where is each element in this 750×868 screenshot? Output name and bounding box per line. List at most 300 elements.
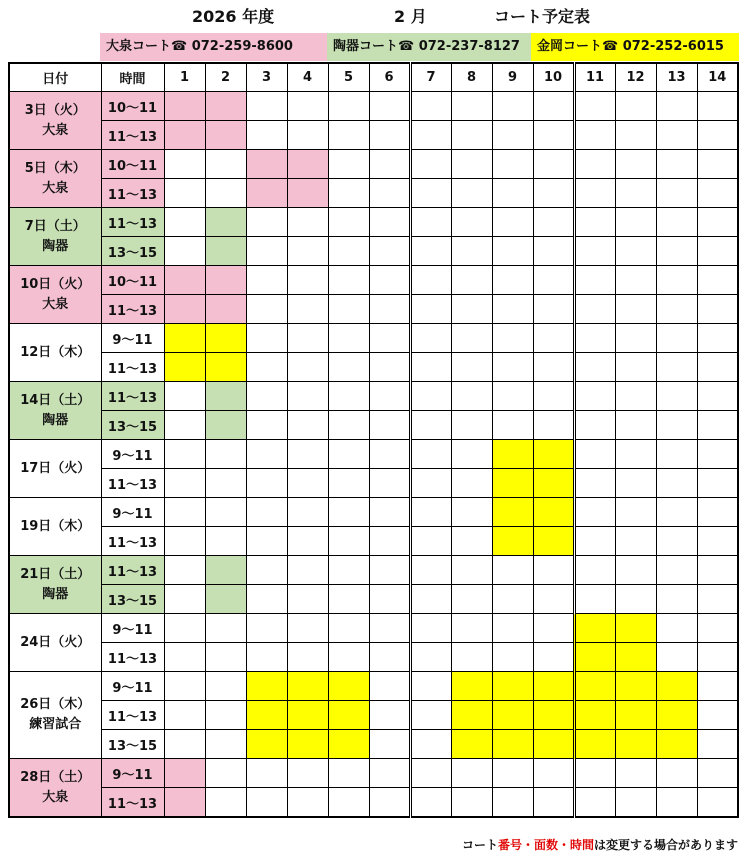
court-header-7: 7	[410, 63, 451, 92]
schedule-row	[9, 237, 738, 266]
schedule-row	[9, 672, 738, 701]
court-cell	[164, 614, 205, 643]
venue-label: 陶器	[42, 238, 69, 254]
court-cell	[697, 440, 738, 469]
court-cell-booked	[205, 353, 246, 382]
court-cell	[410, 498, 451, 527]
court-cell-booked	[164, 92, 205, 121]
court-cell-booked	[205, 237, 246, 266]
court-cell	[287, 585, 328, 614]
court-cell-booked	[533, 672, 574, 701]
court-cell	[697, 788, 738, 818]
court-cell	[574, 150, 615, 179]
court-cell	[205, 672, 246, 701]
court-cell-booked	[492, 440, 533, 469]
court-cell	[533, 208, 574, 237]
court-cell-booked	[533, 527, 574, 556]
court-cell	[246, 92, 287, 121]
court-cell	[451, 324, 492, 353]
court-cell	[246, 237, 287, 266]
time-cell: 10～11	[101, 266, 164, 295]
court-cell	[164, 672, 205, 701]
court-cell	[492, 324, 533, 353]
court-cell	[369, 730, 410, 759]
court-cell	[164, 440, 205, 469]
court-cell	[615, 237, 656, 266]
court-cell	[697, 208, 738, 237]
court-cell	[410, 614, 451, 643]
court-cell	[697, 643, 738, 672]
court-cell	[369, 179, 410, 208]
court-cell	[656, 440, 697, 469]
court-cell	[492, 121, 533, 150]
footer-note-highlight: 番号・面数・時間	[497, 838, 594, 852]
court-cell	[492, 150, 533, 179]
court-cell	[492, 382, 533, 411]
court-cell	[697, 237, 738, 266]
court-cell	[656, 759, 697, 788]
court-cell	[369, 92, 410, 121]
court-cell	[369, 614, 410, 643]
court-cell	[164, 411, 205, 440]
court-cell	[574, 440, 615, 469]
court-cell	[287, 469, 328, 498]
date-label: 26日（木）	[20, 697, 91, 712]
court-cell	[656, 295, 697, 324]
court-cell	[574, 527, 615, 556]
court-cell	[410, 759, 451, 788]
court-cell	[410, 643, 451, 672]
time-cell: 11～13	[101, 556, 164, 585]
court-cell-booked	[533, 469, 574, 498]
court-cell	[574, 556, 615, 585]
court-cell	[451, 614, 492, 643]
court-cell	[533, 643, 574, 672]
court-cell-booked	[246, 672, 287, 701]
time-cell: 13～15	[101, 730, 164, 759]
court-cell	[369, 382, 410, 411]
court-cell	[164, 208, 205, 237]
schedule-row	[9, 556, 738, 585]
court-cell-booked	[492, 469, 533, 498]
court-cell	[246, 440, 287, 469]
court-cell	[615, 382, 656, 411]
court-cell	[410, 324, 451, 353]
court-header-1: 1	[164, 63, 205, 92]
venue-label: 大泉	[42, 180, 69, 196]
court-cell	[246, 759, 287, 788]
court-cell	[451, 237, 492, 266]
court-cell	[615, 440, 656, 469]
court-cell	[697, 382, 738, 411]
court-cell	[205, 759, 246, 788]
court-cell	[697, 730, 738, 759]
time-cell: 13～15	[101, 585, 164, 614]
court-cell-booked	[287, 150, 328, 179]
court-cell	[451, 208, 492, 237]
court-cell-booked	[164, 121, 205, 150]
court-cell	[328, 556, 369, 585]
court-header-8: 8	[451, 63, 492, 92]
court-cell	[451, 469, 492, 498]
court-cell-booked	[615, 730, 656, 759]
court-cell	[615, 353, 656, 382]
court-cell	[328, 440, 369, 469]
court-cell	[697, 353, 738, 382]
court-cell	[656, 121, 697, 150]
court-cell	[656, 382, 697, 411]
court-cell	[533, 179, 574, 208]
contact-bar	[100, 33, 739, 61]
time-cell: 9～11	[101, 498, 164, 527]
court-cell	[410, 730, 451, 759]
court-cell	[246, 556, 287, 585]
court-cell	[246, 585, 287, 614]
court-cell	[574, 498, 615, 527]
time-cell: 9～11	[101, 759, 164, 788]
court-header-12: 12	[615, 63, 656, 92]
court-cell	[410, 150, 451, 179]
court-cell	[533, 411, 574, 440]
venue-label: 陶器	[42, 586, 69, 602]
court-cell	[615, 556, 656, 585]
time-cell: 11～13	[101, 527, 164, 556]
court-cell	[410, 672, 451, 701]
court-cell	[697, 585, 738, 614]
court-cell	[615, 527, 656, 556]
court-cell	[369, 556, 410, 585]
court-cell	[369, 266, 410, 295]
date-label: 21日（土）	[20, 566, 91, 582]
court-cell	[369, 498, 410, 527]
court-cell	[205, 150, 246, 179]
court-cell-booked	[615, 701, 656, 730]
court-cell	[451, 527, 492, 556]
court-cell	[369, 585, 410, 614]
time-cell: 11～13	[101, 643, 164, 672]
court-cell	[451, 382, 492, 411]
time-cell: 11～13	[101, 121, 164, 150]
year-label: 2026 年度	[192, 7, 275, 26]
court-cell	[246, 382, 287, 411]
court-cell	[328, 208, 369, 237]
court-cell	[492, 179, 533, 208]
time-cell: 9～11	[101, 614, 164, 643]
time-cell: 13～15	[101, 411, 164, 440]
court-cell-booked	[656, 730, 697, 759]
court-cell	[451, 440, 492, 469]
court-cell	[574, 324, 615, 353]
court-cell	[697, 411, 738, 440]
court-cell	[328, 121, 369, 150]
court-cell	[656, 498, 697, 527]
court-cell	[533, 556, 574, 585]
court-cell	[615, 498, 656, 527]
court-cell	[574, 266, 615, 295]
court-cell	[328, 237, 369, 266]
court-cell	[451, 121, 492, 150]
court-cell	[246, 411, 287, 440]
court-cell-booked	[533, 730, 574, 759]
court-cell	[287, 208, 328, 237]
court-cell	[328, 382, 369, 411]
schedule-row	[9, 759, 738, 788]
court-cell	[697, 324, 738, 353]
court-cell	[205, 179, 246, 208]
court-cell	[697, 266, 738, 295]
month-label: 2 月	[394, 7, 427, 26]
column-header-date: 日付	[9, 63, 101, 92]
schedule-row	[9, 208, 738, 237]
court-cell	[164, 730, 205, 759]
court-cell	[164, 701, 205, 730]
schedule-row	[9, 150, 738, 179]
court-cell	[410, 208, 451, 237]
court-cell	[656, 353, 697, 382]
court-cell	[492, 585, 533, 614]
court-cell	[369, 759, 410, 788]
court-cell	[574, 759, 615, 788]
schedule-row	[9, 788, 738, 818]
court-cell-booked	[205, 266, 246, 295]
venue-label: 大泉	[42, 789, 69, 805]
court-cell	[287, 295, 328, 324]
court-cell	[451, 353, 492, 382]
court-cell	[451, 266, 492, 295]
schedule-row	[9, 614, 738, 643]
court-cell	[615, 411, 656, 440]
court-cell	[574, 121, 615, 150]
court-cell	[410, 411, 451, 440]
court-cell	[697, 498, 738, 527]
court-cell	[328, 353, 369, 382]
court-header-9: 9	[492, 63, 533, 92]
footer-note-part1: コート	[461, 838, 498, 852]
court-cell	[369, 440, 410, 469]
schedule-row	[9, 382, 738, 411]
date-cell	[9, 759, 101, 818]
court-cell	[246, 788, 287, 818]
court-cell	[533, 788, 574, 818]
court-cell	[369, 295, 410, 324]
court-cell-booked	[328, 730, 369, 759]
court-cell	[164, 469, 205, 498]
time-cell: 11～13	[101, 179, 164, 208]
court-cell	[246, 469, 287, 498]
court-cell	[492, 266, 533, 295]
court-cell-booked	[246, 150, 287, 179]
court-cell	[205, 788, 246, 818]
court-cell	[328, 469, 369, 498]
court-cell	[164, 382, 205, 411]
court-cell	[656, 150, 697, 179]
court-cell-booked	[574, 701, 615, 730]
court-cell	[574, 353, 615, 382]
court-cell	[287, 788, 328, 818]
court-cell-booked	[656, 701, 697, 730]
court-cell	[246, 643, 287, 672]
court-cell	[615, 266, 656, 295]
court-cell-booked	[615, 643, 656, 672]
page-title: コート予定表	[494, 7, 591, 26]
court-cell	[246, 498, 287, 527]
schedule-row	[9, 179, 738, 208]
court-cell	[246, 324, 287, 353]
court-cell-booked	[205, 324, 246, 353]
court-cell	[164, 643, 205, 672]
court-cell	[656, 469, 697, 498]
court-cell-booked	[492, 498, 533, 527]
court-cell	[164, 585, 205, 614]
court-cell-booked	[574, 643, 615, 672]
court-cell	[615, 179, 656, 208]
court-cell	[369, 527, 410, 556]
court-cell	[287, 237, 328, 266]
time-cell: 9～11	[101, 324, 164, 353]
court-cell	[410, 701, 451, 730]
court-cell	[205, 440, 246, 469]
court-cell-booked	[164, 324, 205, 353]
date-cell	[9, 266, 101, 324]
court-cell	[205, 701, 246, 730]
court-cell	[246, 527, 287, 556]
court-cell	[369, 121, 410, 150]
footer-note	[462, 836, 738, 853]
court-cell	[205, 527, 246, 556]
court-cell	[369, 237, 410, 266]
court-cell	[533, 759, 574, 788]
court-cell	[246, 353, 287, 382]
schedule-row	[9, 585, 738, 614]
court-cell	[164, 498, 205, 527]
venue-label: 陶器	[42, 412, 69, 428]
court-cell-booked	[287, 701, 328, 730]
court-cell	[492, 643, 533, 672]
court-cell	[369, 672, 410, 701]
court-cell	[492, 237, 533, 266]
date-cell	[9, 208, 101, 266]
court-cell	[287, 614, 328, 643]
court-cell	[410, 295, 451, 324]
court-cell-booked	[287, 179, 328, 208]
court-cell	[328, 527, 369, 556]
court-cell	[451, 411, 492, 440]
court-cell	[410, 179, 451, 208]
court-cell	[369, 353, 410, 382]
court-cell-booked	[205, 92, 246, 121]
court-cell	[656, 527, 697, 556]
court-cell	[410, 353, 451, 382]
court-cell-booked	[205, 121, 246, 150]
date-label: 19日（木）	[20, 518, 91, 534]
court-cell	[328, 498, 369, 527]
time-cell: 11～13	[101, 469, 164, 498]
court-cell-booked	[246, 179, 287, 208]
time-cell: 11～13	[101, 208, 164, 237]
court-cell	[287, 92, 328, 121]
court-cell	[574, 295, 615, 324]
court-cell	[533, 324, 574, 353]
court-cell	[410, 237, 451, 266]
court-cell	[246, 266, 287, 295]
date-label: 28日（土）	[20, 769, 91, 785]
court-cell	[574, 179, 615, 208]
court-cell	[410, 469, 451, 498]
court-header-11: 11	[574, 63, 615, 92]
venue-label: 練習試合	[29, 717, 82, 732]
court-cell-booked	[205, 295, 246, 324]
time-cell: 11～13	[101, 701, 164, 730]
date-cell	[9, 498, 101, 556]
court-cell-booked	[205, 585, 246, 614]
court-cell-booked	[533, 498, 574, 527]
court-cell	[697, 614, 738, 643]
date-label: 10日（火）	[20, 276, 91, 292]
schedule-row	[9, 411, 738, 440]
court-cell	[369, 788, 410, 818]
schedule-row	[9, 353, 738, 382]
court-cell	[205, 643, 246, 672]
schedule-row	[9, 701, 738, 730]
court-cell	[328, 411, 369, 440]
date-cell	[9, 92, 101, 150]
court-cell	[697, 556, 738, 585]
date-cell	[9, 440, 101, 498]
court-cell	[287, 121, 328, 150]
header-row	[9, 63, 738, 92]
court-cell	[492, 556, 533, 585]
court-header-5: 5	[328, 63, 369, 92]
schedule-row	[9, 92, 738, 121]
court-cell	[451, 498, 492, 527]
court-header-6: 6	[369, 63, 410, 92]
court-cell	[697, 92, 738, 121]
court-cell	[492, 92, 533, 121]
court-cell-booked	[246, 701, 287, 730]
court-cell	[164, 179, 205, 208]
court-cell	[492, 759, 533, 788]
court-cell	[574, 237, 615, 266]
venue-label: 大泉	[42, 296, 69, 312]
court-cell-booked	[492, 701, 533, 730]
date-label: 17日（火）	[20, 460, 91, 476]
court-cell	[287, 498, 328, 527]
court-cell	[533, 266, 574, 295]
court-cell-booked	[164, 353, 205, 382]
court-cell	[246, 614, 287, 643]
court-cell	[287, 527, 328, 556]
court-cell	[492, 411, 533, 440]
court-cell	[451, 643, 492, 672]
court-cell	[533, 150, 574, 179]
court-cell	[328, 179, 369, 208]
court-cell	[615, 295, 656, 324]
court-cell-booked	[451, 730, 492, 759]
date-label: 5日（木）	[24, 160, 86, 176]
court-cell-booked	[164, 295, 205, 324]
court-cell	[697, 121, 738, 150]
court-header-13: 13	[656, 63, 697, 92]
court-cell-booked	[164, 759, 205, 788]
court-cell	[369, 469, 410, 498]
court-cell	[574, 208, 615, 237]
schedule-row	[9, 440, 738, 469]
court-cell	[492, 353, 533, 382]
court-cell	[410, 121, 451, 150]
court-cell-booked	[287, 672, 328, 701]
footer-note-part3: は変更する場合があります	[593, 838, 738, 852]
court-cell	[369, 324, 410, 353]
